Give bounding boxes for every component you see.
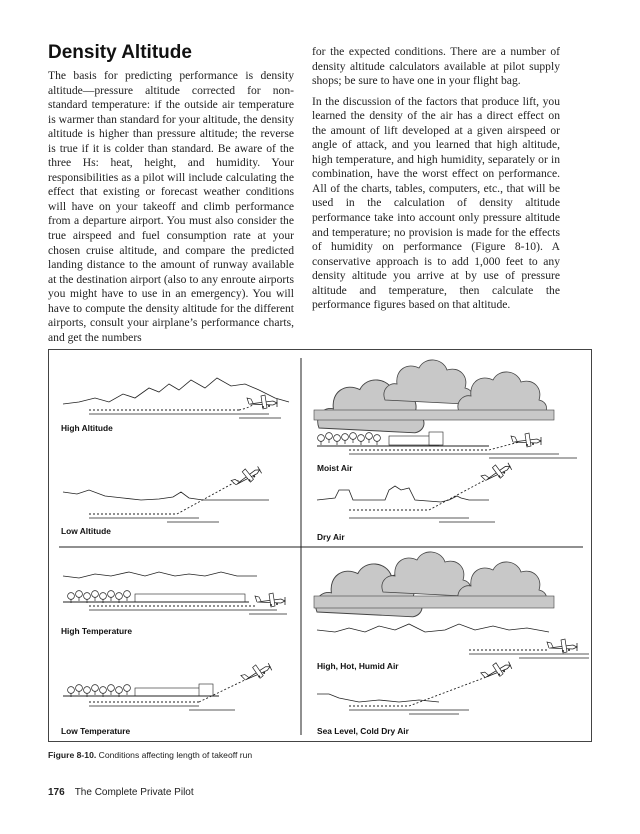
body-paragraph: for the expected conditions. There are a number of density altitude calculators available at pilot supply shops; be sure to have one in your flight bag.	[312, 45, 560, 88]
caption-text: Conditions affecting length of takeoff run	[96, 750, 253, 760]
low-temperature-panel	[63, 660, 273, 710]
book-title: The Complete Private Pilot	[74, 787, 194, 798]
high-hot-humid-panel	[314, 552, 589, 658]
figure-8-10	[48, 349, 592, 742]
high-temperature-panel	[63, 572, 287, 614]
panel-label-high-altitude: High Altitude	[61, 423, 113, 433]
panel-label-dry-air: Dry Air	[317, 532, 345, 542]
moist-air-panel	[314, 360, 577, 458]
body-paragraph: The basis for predicting performance is density altitude—pressure altitude corrected for non-standard temperature: if the outside air temperature is warmer than standard for your altitude, the density altitude is higher than pressure altitude; the reverse is true if it is colder than standard. Be aware of the three Hs: heat, height, and humidity. Your responsibilities as a pilot will include calculating the effect that existing or forecast weather conditions will have on your takeoff and climb performance from a departure airport. You must also consider the true airspeed and fuel consumption rate at your chosen cruise altitude, and compare the predicted landing distance to the amount of runway available at the destination airport (also to any enroute airports you might have to use in an emergency). You will have to compute the density altitude for the different airports, consult your airplane’s performance charts, and get the numbers	[48, 69, 294, 344]
section-heading: Density Altitude	[48, 42, 192, 63]
figure-illustration	[49, 350, 593, 743]
panel-label-high-hot-humid: High, Hot, Humid Air	[317, 661, 399, 671]
panel-label-low-temperature: Low Temperature	[61, 726, 131, 736]
low-altitude-panel	[63, 463, 269, 522]
page-number: 176	[48, 787, 65, 798]
high-altitude-panel	[63, 378, 289, 418]
body-paragraph: In the discussion of the factors that produce lift, you learned the density of the air has a direct effect on the amount of lift developed at a given airspeed or angle of attack, and you learned that high altitude, high temperature, and high humidity, separately or in combination, have the worst effect on performance. All of the charts, tables, computers, etc., that will be used in the calculation of density altitude performance take into account only pressure altitude and temperature; no provision is made for the effects of humidity on performance (Figure 8-10). A conservative approach is to add 1,000 feet to any density altitude you arrive at by use of pressure altitude and temperature, then calculate the performance figures based on that altitude.	[312, 94, 560, 312]
caption-number: Figure 8-10.	[48, 750, 97, 760]
page-footer	[48, 787, 194, 798]
left-column	[48, 69, 294, 345]
right-column	[312, 45, 560, 313]
panel-label-high-temperature: High Temperature	[61, 626, 133, 636]
panel-label-sea-level-cold-dry: Sea Level, Cold Dry Air	[317, 726, 409, 736]
figure-caption	[48, 750, 252, 760]
panel-label-low-altitude: Low Altitude	[61, 526, 111, 536]
panel-label-moist-air: Moist Air	[317, 463, 353, 473]
